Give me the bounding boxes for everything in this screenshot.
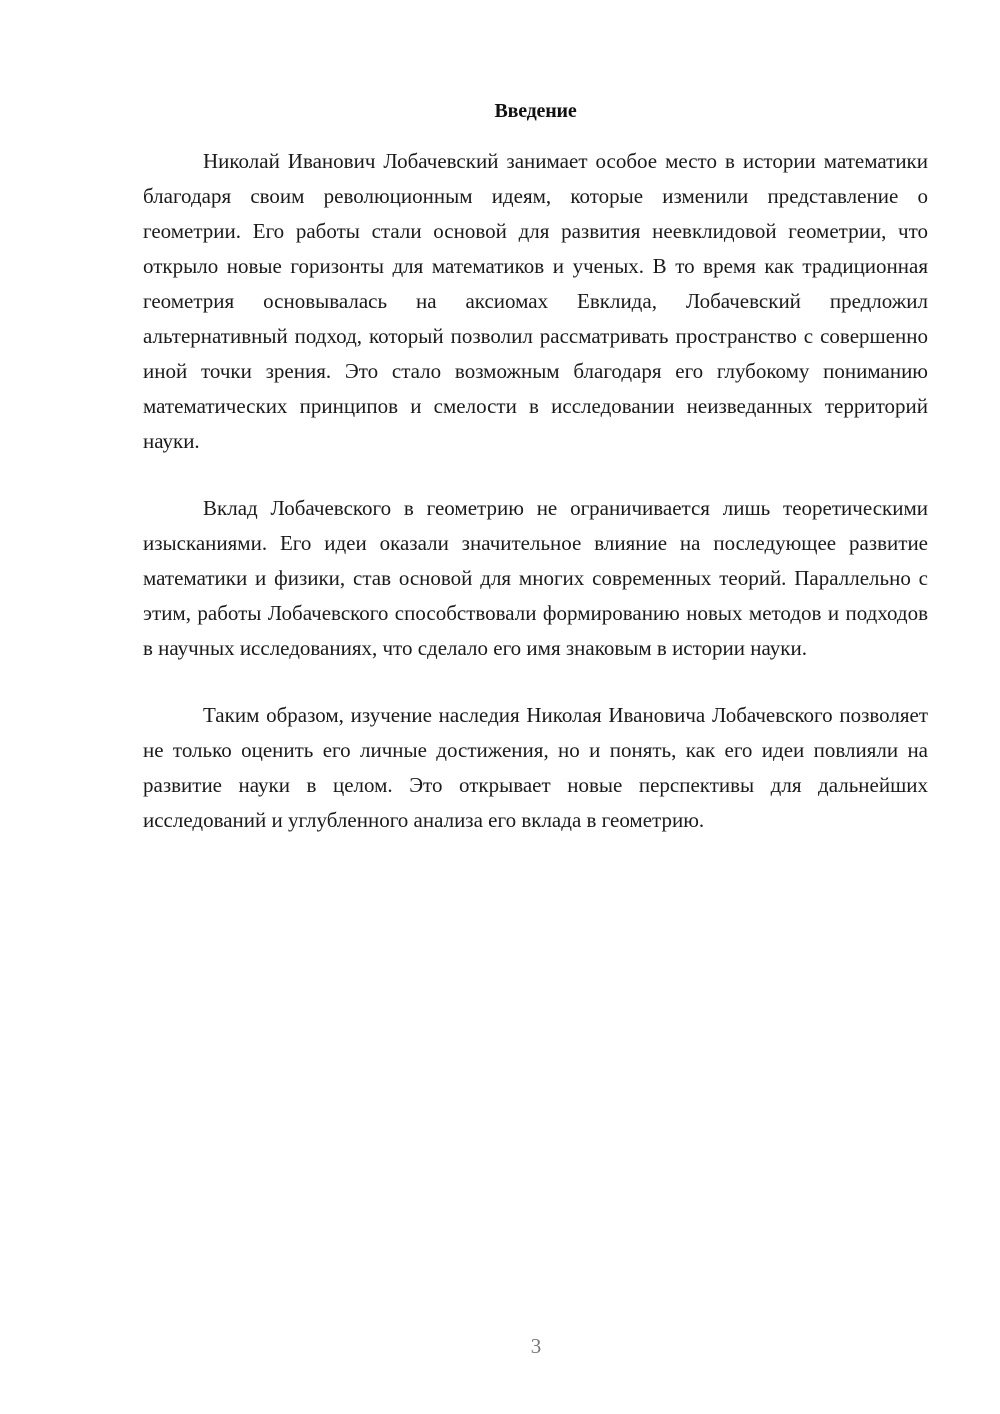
page-content bbox=[143, 98, 928, 838]
paragraph-2: Вклад Лобачевского в геометрию не ограничивается лишь теоретическими изысканиями. Его идеи оказали значительное влияние на последующее развитие математики и физики, став основой для многих современных теорий. Параллельно с этим, работы Лобачевского способствовали формированию новых методов и подходов в научных исследованиях, что сделало его имя знаковым в истории науки. bbox=[143, 496, 928, 660]
paragraph-1: Николай Иванович Лобачевский занимает особое место в истории математики благодаря своим революционным идеям, которые изменили представление о геометрии. Его работы стали основой для развития неевклидовой геометрии, что открыло новые горизонты для математиков и ученых. В то время как традиционная геометрия основывалась на аксиомах Евклида, Лобачевский предложил альтернативный подход, который позволил рассматривать пространство с совершенно иной точки зрения. Это стало возможным благодаря его глубокому пониманию математических принципов и смелости в исследовании неизведанных территорий науки. bbox=[143, 149, 928, 453]
paragraph-3: Таким образом, изучение наследия Николая Ивановича Лобачевского позволяет не только оценить его личные достижения, но и понять, как его идеи повлияли на развитие науки в целом. Это открывает новые перспективы для дальнейших исследований и углубленного анализа его вклада в геометрию. bbox=[143, 703, 928, 832]
section-heading: Введение bbox=[494, 100, 577, 122]
page-number: 3 bbox=[530, 1334, 542, 1358]
